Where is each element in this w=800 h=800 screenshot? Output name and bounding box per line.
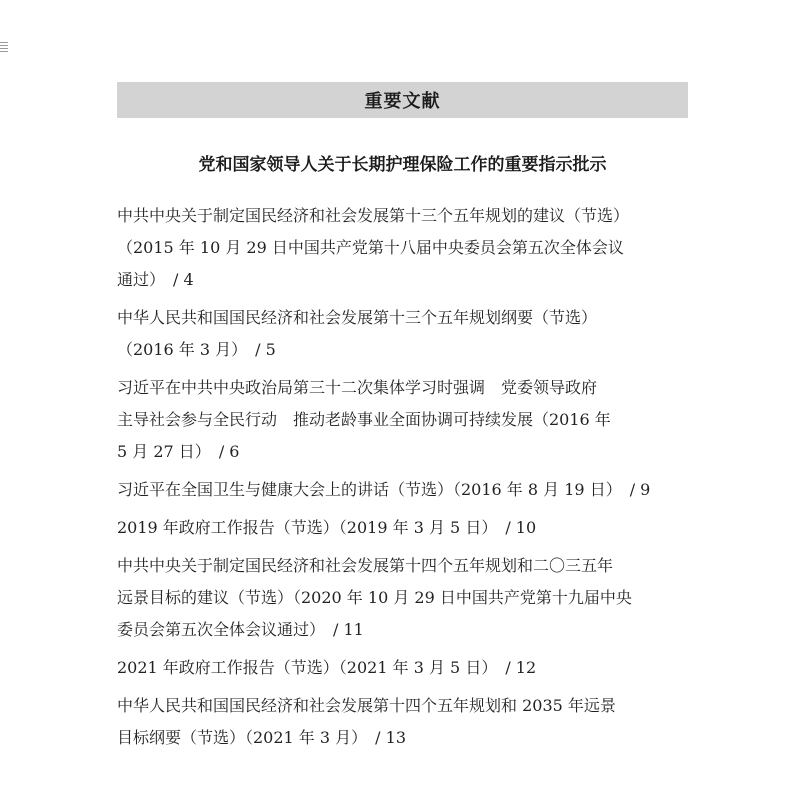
- toc-entry-line: （2015 年 10 月 29 日中国共产党第十八届中央委员会第五次全体会议: [117, 238, 624, 257]
- menu-icon-bar: [0, 48, 8, 49]
- toc-entry-line: 中华人民共和国国民经济和社会发展第十三个五年规划纲要（节选）: [117, 308, 598, 327]
- toc-entry[interactable]: [117, 372, 677, 468]
- toc-list: [117, 200, 677, 760]
- toc-entry[interactable]: [117, 474, 677, 506]
- toc-entry[interactable]: [117, 512, 677, 544]
- toc-entry-line: 通过） / 4: [117, 270, 194, 289]
- toc-entry[interactable]: [117, 302, 677, 366]
- toc-entry[interactable]: [117, 652, 677, 684]
- toc-entry-line: 主导社会参与全民行动 推动老龄事业全面协调可持续发展（2016 年: [117, 410, 611, 429]
- section-header: [117, 82, 688, 118]
- menu-icon-bar: [0, 45, 8, 46]
- toc-entry-line: 5 月 27 日） / 6: [117, 442, 240, 461]
- toc-entry[interactable]: [117, 690, 677, 754]
- toc-page-number: / 13: [375, 728, 407, 747]
- toc-page-number: / 12: [505, 658, 537, 677]
- toc-page-number: / 11: [333, 620, 364, 639]
- toc-entry-line: 委员会第五次全体会议通过） / 11: [117, 620, 364, 639]
- toc-entry-line: 2019 年政府工作报告（节选）（2019 年 3 月 5 日） / 10: [117, 518, 537, 537]
- toc-page-number: / 5: [255, 340, 276, 359]
- section-title: 重要文献: [364, 91, 441, 112]
- document-title: 党和国家领导人关于长期护理保险工作的重要指示批示: [198, 155, 607, 175]
- toc-entry-line: 目标纲要（节选）（2021 年 3 月） / 13: [117, 728, 407, 747]
- menu-icon-bar: [0, 42, 8, 43]
- toc-entry-line: 习近平在全国卫生与健康大会上的讲话（节选）（2016 年 8 月 19 日） / 9: [117, 480, 651, 499]
- toc-page-number: / 9: [629, 480, 651, 499]
- toc-entry-line: 中共中央关于制定国民经济和社会发展第十三个五年规划的建议（节选）: [117, 206, 630, 225]
- toc-entry-line: 中华人民共和国国民经济和社会发展第十四个五年规划和 2035 年远景: [117, 696, 616, 715]
- toc-entry-line: 2021 年政府工作报告（节选）（2021 年 3 月 5 日） / 12: [117, 658, 537, 677]
- menu-icon-bar: [0, 51, 8, 52]
- toc-entry[interactable]: [117, 550, 677, 646]
- toc-entry-line: （2016 年 3 月） / 5: [117, 340, 276, 359]
- toc-entry-line: 中共中央关于制定国民经济和社会发展第十四个五年规划和二〇三五年: [117, 556, 614, 575]
- toc-entry-line: 习近平在中共中央政治局第三十二次集体学习时强调 党委领导政府: [117, 378, 598, 397]
- toc-entry-line: 远景目标的建议（节选）（2020 年 10 月 29 日中国共产党第十九届中央: [117, 588, 632, 607]
- toc-page-number: / 10: [505, 518, 537, 537]
- toc-entry[interactable]: [117, 200, 677, 296]
- toc-page-number: / 4: [173, 270, 194, 289]
- toc-page-number: / 6: [218, 442, 240, 461]
- menu-icon[interactable]: [0, 42, 8, 52]
